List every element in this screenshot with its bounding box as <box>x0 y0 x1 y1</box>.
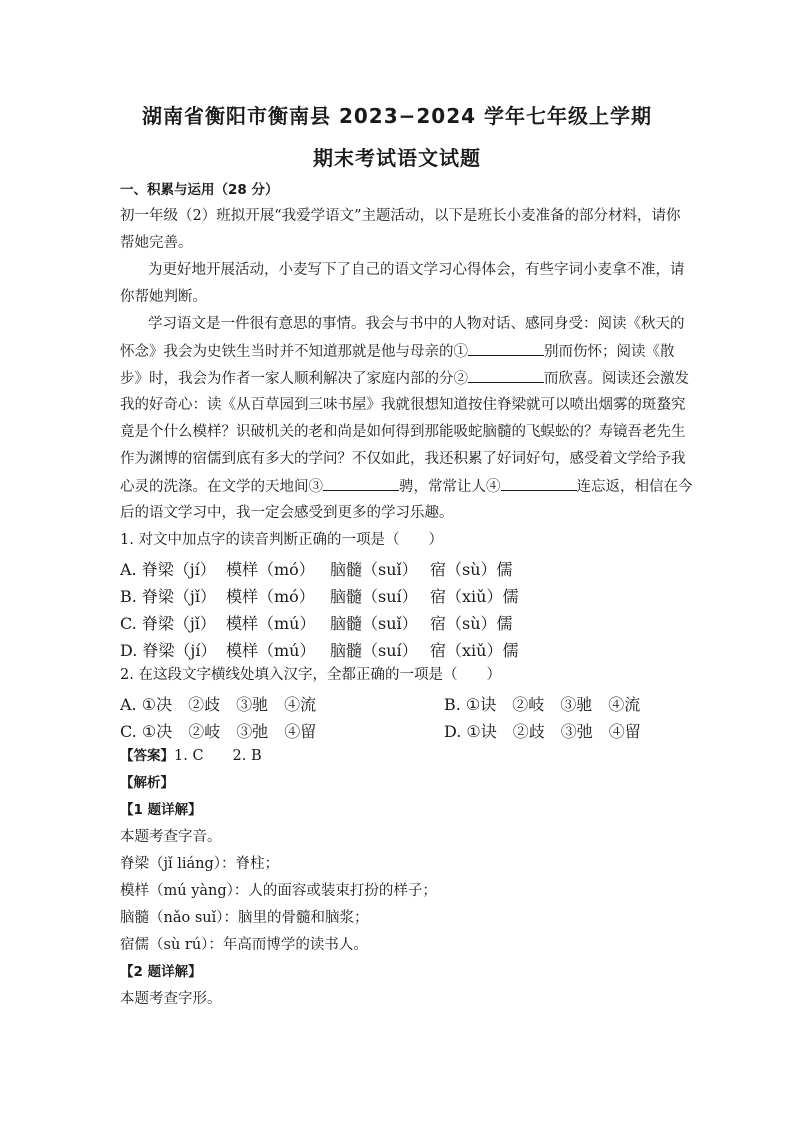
passage-line <box>120 476 693 497</box>
q2-option-d: D. ①诀 ②歧 ③弛 ④留 <box>444 722 641 741</box>
doc-title-line2: 期末考试语文试题 <box>313 146 481 170</box>
q2-option-a: A. ①决 ②歧 ③驰 ④流 <box>120 695 317 714</box>
option-cell: 脑髓（suí） <box>330 641 418 660</box>
option-cell: 模样（mó） <box>226 587 315 606</box>
option-cell: A. 脊梁（jí） <box>120 560 216 579</box>
question-1-stem: 1. 对文中加点字的读音判断正确的一项是（ ） <box>120 532 443 548</box>
passage-line: 后的语文学习中，我一定会感受到更多的学习乐趣。 <box>120 505 454 521</box>
option-cell: 宿（xiǔ）儒 <box>430 641 519 660</box>
option-cell: 宿（sù）儒 <box>430 560 513 579</box>
q1-detail-intro: 本题考查字音。 <box>120 829 222 845</box>
passage-text: 心灵的洗涤。在文学的天地间③ <box>120 479 323 495</box>
answer-label: 【答案】 <box>120 748 174 764</box>
q2-option-b: B. ①诀 ②岐 ③驰 ④流 <box>444 695 641 714</box>
q2-options-row-2 <box>0 719 794 739</box>
passage-line <box>120 341 675 362</box>
option-cell: 模样（mó） <box>226 560 315 579</box>
passage-line: 竟是个什么模样？识破机关的老和尚是如何得到那能吸蛇脑髓的飞蜈蚣的？寿镜吾老先生 <box>120 424 686 440</box>
q1-option-c <box>0 611 794 631</box>
option-cell: 脑髓（suí） <box>330 587 418 606</box>
fill-blank-1 <box>468 341 544 356</box>
q2-option-c: C. ①决 ②岐 ③弛 ④留 <box>120 722 317 741</box>
analysis-item: 模样（mú yàng）：人的面容或装束打扮的样子； <box>120 883 437 899</box>
option-cell: 模样（mú） <box>226 641 316 660</box>
fill-blank-4 <box>501 476 577 491</box>
q1-option-a <box>0 557 794 577</box>
passage-text: 而欣喜。阅读还会激发 <box>544 371 689 387</box>
q1-detail-heading: 【1 题详解】 <box>120 802 202 818</box>
passage-text: 步》时，我会为作者一家人顺利解决了家庭内部的分② <box>120 371 468 387</box>
option-cell: B. 脊梁（jǐ） <box>120 587 217 606</box>
option-cell: D. 脊梁（jí） <box>120 641 217 660</box>
q2-detail-intro: 本题考查字形。 <box>120 991 222 1007</box>
intro-line: 初一年级（2）班拟开展“我爱学语文”主题活动，以下是班长小麦准备的部分材料，请你 <box>120 208 681 224</box>
fill-blank-2 <box>468 368 544 383</box>
option-cell: 脑髓（suǐ） <box>330 560 418 579</box>
passage-text: 别而伤怀；阅读《散 <box>544 344 675 360</box>
intro-line: 帮她完善。 <box>120 235 193 251</box>
section-heading: 一、积累与运用（28 分） <box>120 182 279 198</box>
answer-text: 1. C 2. B <box>174 748 262 764</box>
question-2-stem: 2. 在这段文字横线处填入汉字，全都正确的一项是（ ） <box>120 667 501 683</box>
intro-line: 你帮她判断。 <box>120 289 207 305</box>
option-cell: 宿（xiǔ）儒 <box>430 587 519 606</box>
analysis-item: 脑髓（nǎo suǐ）：脑里的骨髓和脑浆； <box>120 910 369 926</box>
q1-option-d <box>0 638 794 658</box>
passage-text: 连忘返，相信在今 <box>576 479 693 495</box>
passage-line: 我的好奇心：读《从百草园到三味书屋》我就很想知道按住脊梁就可以喷出烟雾的斑蝥究 <box>120 397 686 413</box>
analysis-item: 宿儒（sù rú）：年高而博学的读书人。 <box>120 937 368 953</box>
option-cell: 模样（mú） <box>226 614 316 633</box>
option-cell: 宿（sù）儒 <box>430 614 513 633</box>
passage-line: 作为渊博的宿儒到底有多大的学问？不仅如此，我还积累了好词好句，感受着文学给予我 <box>120 451 686 467</box>
analysis-item: 脊梁（jǐ liáng）：脊柱； <box>120 856 280 872</box>
passage-line: 学习语文是一件很有意思的事情。我会与书中的人物对话、感同身受：阅读《秋天的 <box>148 316 685 332</box>
answer-line <box>120 746 262 766</box>
option-cell: 脑髓（suǐ） <box>330 614 418 633</box>
intro-line: 为更好地开展活动，小麦写下了自己的语文学习心得体会，有些字词小麦拿不准，请 <box>148 262 685 278</box>
passage-line <box>120 368 689 389</box>
q2-options-row-1 <box>0 692 794 712</box>
fill-blank-3 <box>323 476 399 491</box>
doc-title-line1: 湖南省衡阳市衡南县 2023−2024 学年七年级上学期 <box>141 104 652 128</box>
analysis-label: 【解析】 <box>120 775 174 791</box>
passage-text: 怀念》我会为史铁生当时并不知道那就是他与母亲的① <box>120 344 468 360</box>
q1-option-b <box>0 584 794 604</box>
q2-detail-heading: 【2 题详解】 <box>120 964 202 980</box>
option-cell: C. 脊梁（jǐ） <box>120 614 216 633</box>
passage-text: 骋，常常让人④ <box>399 479 501 495</box>
